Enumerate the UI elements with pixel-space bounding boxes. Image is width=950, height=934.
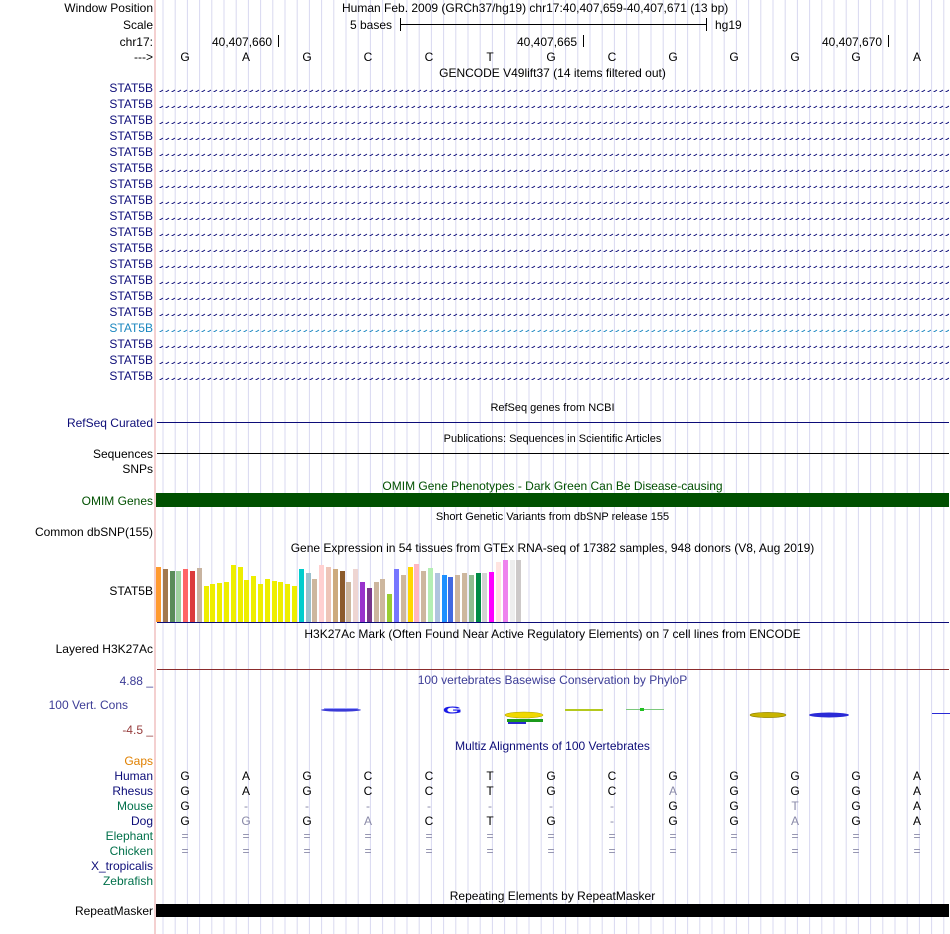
multiz-aligned-base: A — [912, 769, 921, 783]
gtex-tissue-bar[interactable] — [340, 571, 345, 622]
gencode-gene-label[interactable]: STAT5B — [109, 241, 153, 255]
multiz-aligned-base: A — [363, 814, 372, 828]
gtex-tissue-bar[interactable] — [244, 580, 249, 622]
multiz-aligned-base: A — [790, 814, 799, 828]
multiz-aligned-base: = — [547, 844, 555, 858]
assembly-position-text: Human Feb. 2009 (GRCh37/hg19) chr17:40,407,659-40,407,671 (13 bp) — [342, 1, 729, 15]
ruler-position-3: 40,407,670 — [822, 35, 883, 49]
ruler-tick-2 — [583, 35, 584, 47]
multiz-aligned-base: = — [791, 829, 799, 843]
multiz-aligned-base: G — [302, 769, 312, 783]
strand-label: ---> — [134, 50, 153, 64]
multiz-aligned-base: T — [486, 814, 494, 828]
gencode-gene-arrow-line[interactable] — [157, 101, 949, 108]
publications-line[interactable] — [157, 453, 949, 454]
gencode-gene-label[interactable]: STAT5B — [109, 289, 153, 303]
reference-base: C — [424, 50, 434, 64]
gtex-tissue-bar[interactable] — [428, 568, 433, 622]
gtex-tissue-bar[interactable] — [210, 584, 215, 622]
phylop-glyph-1 — [321, 708, 361, 712]
gencode-gene-arrow-line[interactable] — [157, 181, 949, 188]
multiz-aligned-base: T — [791, 799, 799, 813]
gencode-gene-label[interactable]: STAT5B — [109, 353, 153, 367]
multiz-aligned-base: = — [242, 844, 250, 858]
gencode-gene-label[interactable]: STAT5B — [109, 209, 153, 223]
gtex-tissue-bar[interactable] — [462, 573, 467, 622]
scale-bar — [401, 24, 707, 25]
gtex-tissue-bar[interactable] — [326, 567, 331, 622]
multiz-track-title[interactable]: Multiz Alignments of 100 Vertebrates — [455, 739, 650, 753]
multiz-aligned-base: A — [912, 784, 921, 798]
multiz-aligned-base: G — [180, 799, 190, 813]
multiz-aligned-base: = — [852, 844, 860, 858]
multiz-aligned-base: = — [364, 844, 372, 858]
gencode-gene-arrow-line[interactable] — [157, 373, 949, 380]
gtex-tissue-bar[interactable] — [421, 571, 426, 622]
reference-base: G — [790, 50, 800, 64]
publications-sequences-label[interactable]: Sequences — [92, 447, 153, 461]
gtex-tissue-bar[interactable] — [272, 581, 277, 622]
gtex-tissue-bar[interactable] — [414, 564, 419, 622]
gtex-tissue-bar[interactable] — [476, 573, 481, 622]
multiz-aligned-base: A — [241, 784, 250, 798]
multiz-species-label[interactable]: Human — [114, 769, 153, 783]
gencode-gene-arrow-line[interactable] — [157, 261, 949, 268]
multiz-aligned-base: A — [912, 814, 921, 828]
repeatmasker-block[interactable] — [156, 904, 949, 917]
gencode-gene-arrow-line[interactable] — [157, 197, 949, 204]
reference-base: G — [180, 50, 190, 64]
gtex-tissue-bar[interactable] — [258, 584, 263, 622]
reference-base: C — [363, 50, 373, 64]
multiz-aligned-base: = — [913, 844, 921, 858]
gencode-gene-arrow-line[interactable] — [157, 309, 949, 316]
multiz-aligned-base: = — [730, 844, 738, 858]
reference-base: G — [668, 50, 678, 64]
multiz-aligned-base: G — [790, 784, 800, 798]
multiz-aligned-base: G — [851, 784, 861, 798]
multiz-aligned-base: - — [610, 799, 614, 813]
multiz-aligned-base: - — [427, 799, 431, 813]
scale-bases-text: 5 bases — [350, 18, 393, 32]
gencode-gene-label[interactable]: STAT5B — [109, 305, 153, 319]
multiz-aligned-base: T — [486, 784, 494, 798]
reference-base: G — [546, 50, 556, 64]
chrom-label: chr17: — [119, 35, 153, 49]
gtex-tissue-bar[interactable] — [482, 573, 487, 622]
multiz-aligned-base: C — [363, 784, 373, 798]
scale-bar-right-tick — [706, 18, 707, 31]
multiz-aligned-base: = — [852, 829, 860, 843]
gtex-tissue-bar[interactable] — [265, 579, 270, 622]
multiz-aligned-base: = — [730, 829, 738, 843]
multiz-aligned-base: = — [486, 829, 494, 843]
reference-base: G — [729, 50, 739, 64]
gtex-tissue-bar[interactable] — [306, 573, 311, 622]
phylop-logo[interactable] — [156, 698, 950, 728]
multiz-aligned-base: = — [425, 844, 433, 858]
gtex-tissue-bar[interactable] — [510, 560, 515, 622]
multiz-aligned-base: - — [366, 799, 370, 813]
common-dbsnp-label[interactable]: Common dbSNP(155) — [34, 525, 153, 539]
gencode-gene-label[interactable]: STAT5B — [109, 81, 153, 95]
multiz-aligned-base: = — [608, 829, 616, 843]
ruler-position-2: 40,407,665 — [517, 35, 578, 49]
omim-gene-block[interactable] — [156, 493, 949, 507]
multiz-aligned-base: = — [425, 829, 433, 843]
multiz-aligned-base: G — [668, 814, 678, 828]
gencode-gene-arrow-line[interactable] — [157, 341, 949, 348]
gencode-gene-arrow-line[interactable] — [157, 325, 949, 332]
gencode-gene-arrow-line[interactable] — [157, 213, 949, 220]
multiz-species-label[interactable]: Zebrafish — [102, 874, 153, 888]
multiz-aligned-base: = — [791, 844, 799, 858]
gtex-gene-label[interactable]: STAT5B — [109, 584, 153, 598]
multiz-aligned-base: G — [851, 769, 861, 783]
scale-bar-left-tick — [400, 18, 401, 31]
multiz-aligned-base: G — [851, 814, 861, 828]
gencode-gene-label[interactable]: STAT5B — [109, 145, 153, 159]
gencode-track-title[interactable]: GENCODE V49lift37 (14 items filtered out) — [439, 66, 666, 80]
gencode-gene-label[interactable]: STAT5B — [109, 161, 153, 175]
gtex-tissue-bar[interactable] — [455, 575, 460, 622]
scale-label: Scale — [122, 18, 153, 32]
multiz-aligned-base: G — [546, 814, 556, 828]
gtex-tissue-bar[interactable] — [190, 571, 195, 622]
multiz-aligned-base: - — [488, 799, 492, 813]
gtex-tissue-bar[interactable] — [387, 594, 392, 622]
multiz-aligned-base: = — [669, 829, 677, 843]
multiz-aligned-base: G — [180, 814, 190, 828]
multiz-aligned-base: = — [242, 829, 250, 843]
gencode-gene-arrow-line[interactable] — [157, 133, 949, 140]
multiz-aligned-base: T — [486, 769, 494, 783]
multiz-aligned-base: = — [303, 829, 311, 843]
gencode-gene-label[interactable]: STAT5B — [109, 177, 153, 191]
gencode-gene-arrow-line[interactable] — [157, 117, 949, 124]
refseq-gene-line[interactable] — [157, 422, 949, 423]
multiz-aligned-base: - — [244, 799, 248, 813]
reference-base: G — [851, 50, 861, 64]
multiz-species-label[interactable]: Rhesus — [112, 784, 153, 798]
gencode-gene-label[interactable]: STAT5B — [109, 225, 153, 239]
phylop-glyph-5 — [565, 709, 603, 711]
phylop-ymin-label: -4.5 _ — [122, 723, 153, 737]
phylop-glyph-11 — [932, 713, 950, 714]
multiz-aligned-base: G — [790, 769, 800, 783]
phylop-track-title[interactable]: 100 vertebrates Basewise Conservation by PhyloP — [417, 673, 688, 687]
gencode-gene-label[interactable]: STAT5B — [109, 257, 153, 271]
gtex-tissue-bar[interactable] — [516, 560, 521, 622]
gtex-tissue-bar[interactable] — [353, 569, 358, 622]
phylop-glyph-3 — [443, 705, 462, 716]
multiz-gaps-label: Gaps — [124, 754, 153, 768]
window-position-label: Window Position — [64, 1, 153, 15]
gtex-tissue-bar[interactable] — [367, 588, 372, 622]
multiz-aligned-base: C — [607, 784, 617, 798]
h3k27ac-baseline — [157, 669, 949, 670]
multiz-aligned-base: G — [729, 769, 739, 783]
gencode-gene-arrow-line[interactable] — [157, 229, 949, 236]
gtex-tissue-bar[interactable] — [183, 569, 188, 622]
multiz-species-label[interactable]: Dog — [130, 814, 153, 828]
reference-base: T — [486, 50, 494, 64]
gencode-gene-label[interactable]: STAT5B — [109, 97, 153, 111]
multiz-aligned-base: - — [305, 799, 309, 813]
gtex-tissue-bar[interactable] — [435, 573, 440, 622]
phylop-ymax-label: 4.88 _ — [119, 674, 153, 688]
gtex-tissue-bar[interactable] — [319, 565, 324, 622]
multiz-aligned-base: G — [729, 799, 739, 813]
publications-track-title[interactable]: Publications: Sequences in Scientific Articles — [443, 433, 662, 445]
gencode-gene-arrow-line[interactable] — [157, 277, 949, 284]
gtex-tissue-bar[interactable] — [170, 571, 175, 622]
gencode-gene-arrow-line[interactable] — [157, 293, 949, 300]
multiz-aligned-base: G — [241, 814, 251, 828]
multiz-aligned-base: = — [181, 829, 189, 843]
refseq-curated-label[interactable]: RefSeq Curated — [66, 416, 153, 430]
gtex-tissue-bar[interactable] — [346, 582, 351, 622]
snps-label[interactable]: SNPs — [122, 462, 153, 476]
gencode-gene-label[interactable]: STAT5B — [109, 129, 153, 143]
gtex-tissue-bar[interactable] — [238, 567, 243, 622]
gencode-gene-label[interactable]: STAT5B — [109, 273, 153, 287]
ruler-tick-3 — [888, 35, 889, 47]
ruler-tick-1 — [278, 35, 279, 47]
multiz-aligned-base: G — [851, 799, 861, 813]
gtex-tissue-bar[interactable] — [299, 569, 304, 622]
scale-db-text: hg19 — [715, 18, 742, 32]
gencode-gene-arrow-line[interactable] — [157, 149, 949, 156]
gtex-track-title[interactable]: Gene Expression in 54 tissues from GTEx RNA-seq of 17382 samples, 948 donors (V8, Aug 2019) — [290, 541, 815, 555]
multiz-aligned-base: C — [424, 769, 434, 783]
gtex-tissue-bar[interactable] — [360, 582, 365, 622]
gencode-gene-label[interactable]: STAT5B — [109, 369, 153, 383]
gtex-tissue-bar[interactable] — [394, 569, 399, 622]
gencode-gene-label[interactable]: STAT5B — [109, 193, 153, 207]
multiz-aligned-base: A — [668, 784, 677, 798]
gencode-gene-arrow-line[interactable] — [157, 357, 949, 364]
multiz-aligned-base: G — [302, 814, 312, 828]
gtex-tissue-bar[interactable] — [312, 579, 317, 622]
multiz-aligned-base: C — [363, 769, 373, 783]
reference-base: G — [302, 50, 312, 64]
gencode-gene-label[interactable]: STAT5B — [109, 321, 153, 335]
gtex-baseline — [157, 622, 949, 623]
multiz-aligned-base: C — [424, 814, 434, 828]
gtex-tissue-bar[interactable] — [469, 575, 474, 622]
gtex-tissue-bar[interactable] — [374, 582, 379, 622]
gencode-gene-label[interactable]: STAT5B — [109, 113, 153, 127]
gtex-tissue-bar[interactable] — [197, 568, 202, 622]
gtex-tissue-bar[interactable] — [163, 569, 168, 622]
gtex-tissue-bar[interactable] — [278, 582, 283, 622]
gtex-tissue-bar[interactable] — [401, 575, 406, 622]
gencode-gene-arrow-line[interactable] — [157, 245, 949, 252]
multiz-aligned-base: = — [608, 844, 616, 858]
multiz-species-label[interactable]: Elephant — [105, 829, 153, 843]
gtex-tissue-bar[interactable] — [292, 586, 297, 622]
multiz-aligned-base: C — [424, 784, 434, 798]
gencode-gene-arrow-line[interactable] — [157, 165, 949, 172]
gtex-tissue-bar[interactable] — [380, 579, 385, 622]
multiz-aligned-base: G — [729, 814, 739, 828]
phylop-track-label[interactable]: 100 Vert. Cons — [48, 698, 128, 712]
multiz-aligned-base: = — [181, 844, 189, 858]
multiz-aligned-base: G — [180, 784, 190, 798]
svg-text:G: G — [442, 704, 463, 717]
gtex-tissue-bar[interactable] — [442, 575, 447, 622]
gtex-tissue-bar[interactable] — [503, 560, 508, 622]
repeatmasker-track-title[interactable]: Repeating Elements by RepeatMasker — [449, 889, 656, 903]
layered-h3k27ac-label[interactable]: Layered H3K27Ac — [55, 642, 153, 656]
multiz-aligned-base: G — [180, 769, 190, 783]
multiz-aligned-base: G — [546, 769, 556, 783]
multiz-species-label[interactable]: Chicken — [109, 844, 153, 858]
h3k27ac-track-title[interactable]: H3K27Ac Mark (Often Found Near Active Regulatory Elements) on 7 cell lines from ENCODE — [304, 627, 801, 641]
gtex-tissue-bar[interactable] — [408, 567, 413, 622]
gtex-tissue-bar[interactable] — [251, 576, 256, 622]
gencode-gene-label[interactable]: STAT5B — [109, 337, 153, 351]
gtex-tissue-bar[interactable] — [217, 583, 222, 622]
multiz-aligned-base: = — [303, 844, 311, 858]
multiz-aligned-base: = — [486, 844, 494, 858]
gtex-tissue-bar[interactable] — [231, 565, 236, 622]
phylop-glyph-4 — [505, 712, 543, 724]
multiz-aligned-base: A — [912, 799, 921, 813]
multiz-aligned-base: = — [913, 829, 921, 843]
refseq-track-title[interactable]: RefSeq genes from NCBI — [490, 402, 615, 414]
reference-base: A — [912, 50, 921, 64]
repeatmasker-label[interactable]: RepeatMasker — [74, 904, 153, 918]
gtex-tissue-bar[interactable] — [285, 584, 290, 622]
omim-genes-label[interactable]: OMIM Genes — [81, 494, 153, 508]
reference-base: C — [607, 50, 617, 64]
gencode-gene-arrow-line[interactable] — [157, 85, 949, 92]
multiz-aligned-base: G — [546, 784, 556, 798]
ruler-position-1: 40,407,660 — [212, 35, 273, 49]
multiz-aligned-base: G — [668, 769, 678, 783]
multiz-aligned-base: A — [241, 769, 250, 783]
gtex-tissue-bar[interactable] — [156, 567, 161, 622]
reference-base: A — [241, 50, 250, 64]
gtex-tissue-bar[interactable] — [448, 577, 453, 622]
multiz-species-label[interactable]: Mouse — [116, 799, 153, 813]
multiz-aligned-base: G — [729, 784, 739, 798]
multiz-aligned-base: G — [668, 799, 678, 813]
gtex-tissue-bar[interactable] — [333, 569, 338, 622]
phylop-glyph-6 — [626, 708, 664, 711]
multiz-aligned-base: - — [549, 799, 553, 813]
gtex-tissue-bar[interactable] — [496, 562, 501, 622]
multiz-aligned-base: - — [610, 814, 614, 828]
multiz-aligned-base: = — [669, 844, 677, 858]
multiz-species-label[interactable]: X_tropicalis — [90, 859, 153, 873]
gtex-tissue-bar[interactable] — [176, 571, 181, 622]
multiz-aligned-base: = — [547, 829, 555, 843]
multiz-aligned-base: = — [364, 829, 372, 843]
gtex-tissue-bar[interactable] — [489, 572, 494, 622]
multiz-aligned-base: G — [302, 784, 312, 798]
phylop-glyph-8 — [750, 712, 786, 717]
gtex-tissue-bar[interactable] — [204, 586, 209, 622]
multiz-aligned-base: C — [607, 769, 617, 783]
omim-track-title[interactable]: OMIM Gene Phenotypes - Dark Green Can Be Disease-causing — [382, 479, 723, 493]
dbsnp-track-title[interactable]: Short Genetic Variants from dbSNP release 155 — [435, 511, 670, 523]
phylop-glyph-9 — [809, 713, 849, 718]
gtex-tissue-bar[interactable] — [224, 582, 229, 622]
